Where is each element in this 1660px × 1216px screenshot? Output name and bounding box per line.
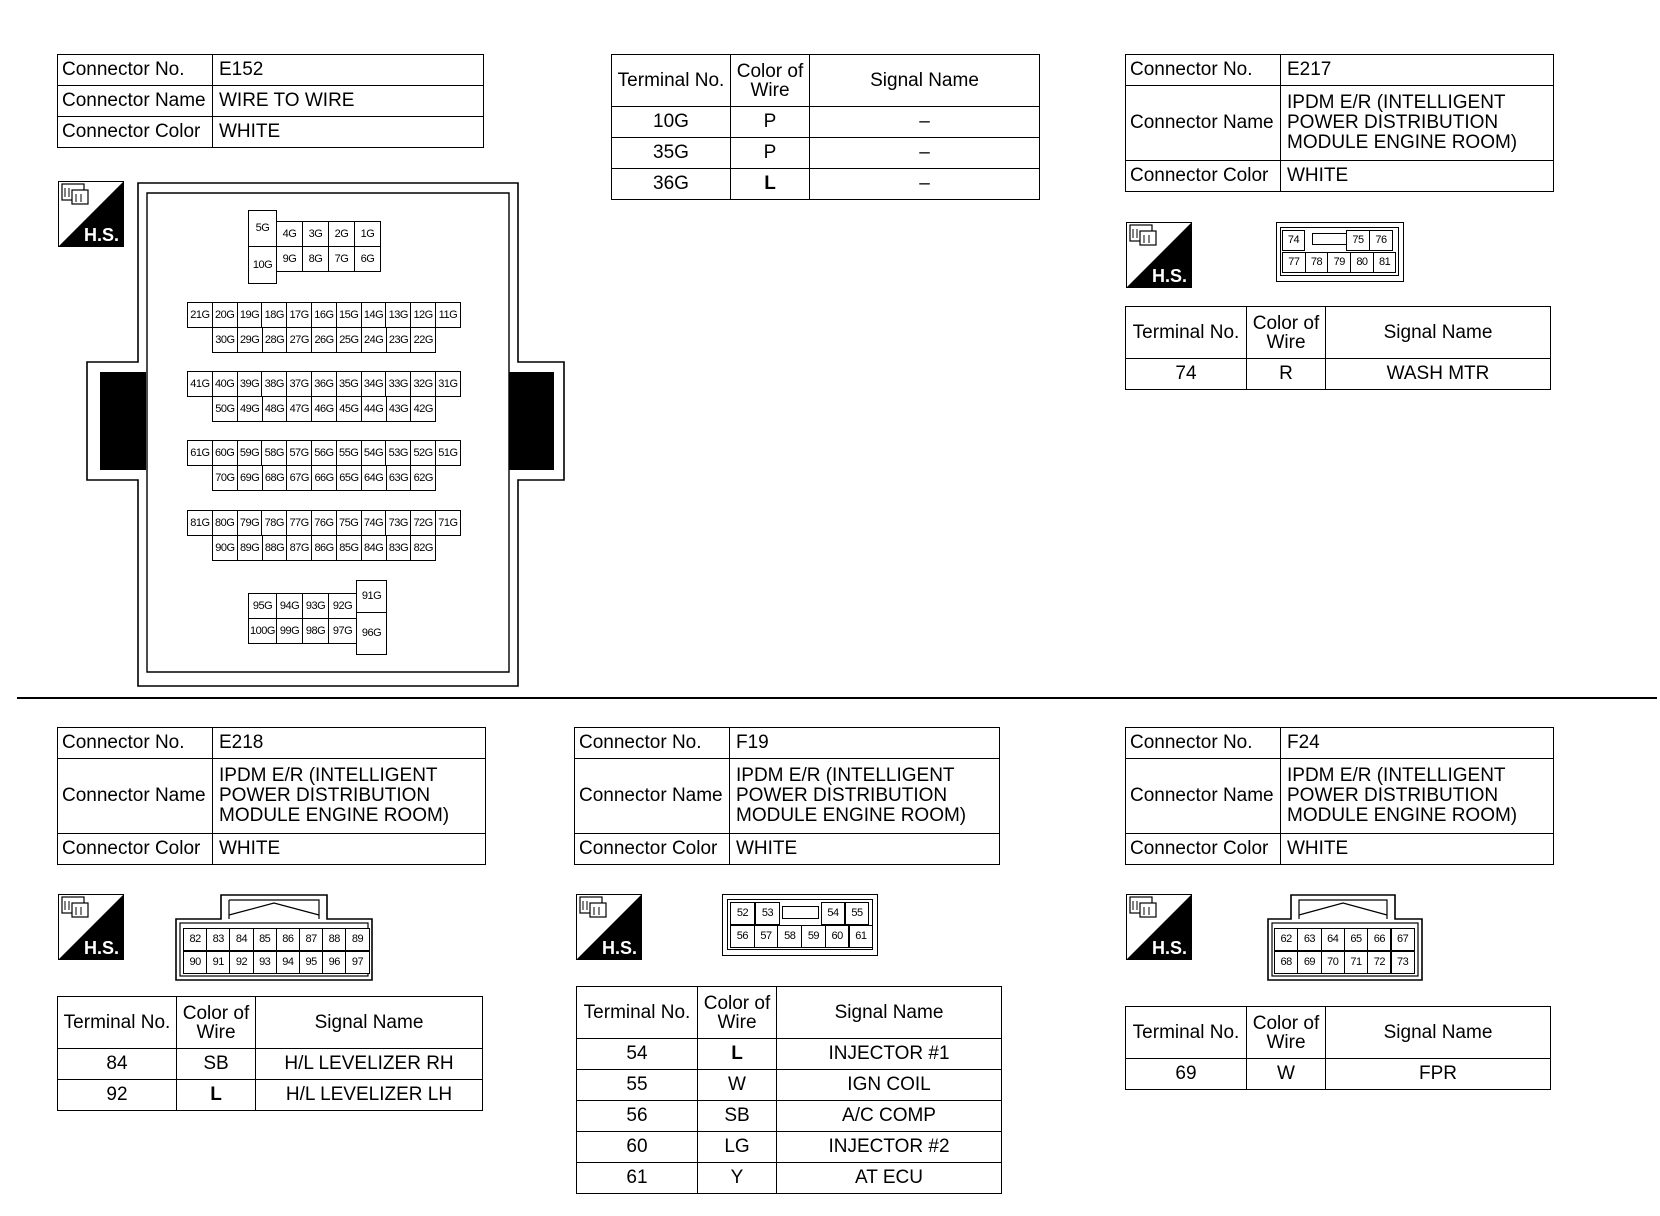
signal-name: A/C COMP (777, 1101, 1002, 1132)
pin-95: 95 (299, 951, 323, 974)
pin-53: 53 (755, 902, 780, 925)
connector-no-label: Connector No. (1126, 728, 1281, 759)
terminal-no: 69 (1126, 1059, 1247, 1090)
pin-48g: 48G (262, 396, 288, 422)
pin-40g: 40G (212, 371, 238, 397)
connector-name-label: Connector Name (1126, 86, 1281, 161)
pin-33g: 33G (385, 371, 411, 397)
pin-6g: 6G (354, 246, 381, 272)
e217-terminal-table (1125, 306, 1551, 390)
pin-30g: 30G (212, 327, 238, 353)
pin-43g: 43G (386, 396, 412, 422)
pin-14g: 14G (361, 302, 387, 328)
pin-68g: 68G (262, 465, 288, 491)
pin-60: 60 (825, 925, 850, 948)
pin-77: 77 (1282, 252, 1306, 273)
pin-18g: 18G (261, 302, 287, 328)
pin-91g: 91G (356, 580, 387, 613)
table-row (58, 1049, 483, 1080)
pin-96g: 96G (356, 612, 387, 655)
pin-1g: 1G (354, 221, 381, 247)
pin-65g: 65G (336, 465, 362, 491)
connector-no-label: Connector No. (58, 55, 213, 86)
signal-name-header: Signal Name (1326, 307, 1551, 359)
pin-12g: 12G (410, 302, 436, 328)
pin-35g: 35G (336, 371, 362, 397)
pin-53g: 53G (385, 440, 411, 466)
connector-no-value: F24 (1281, 728, 1554, 759)
pin-88g: 88G (262, 535, 288, 561)
signal-name: – (810, 138, 1040, 169)
pin-36g: 36G (311, 371, 337, 397)
connector-color-value: WHITE (213, 117, 484, 148)
pin-41g: 41G (187, 371, 213, 397)
connector-name-value: IPDM E/R (INTELLIGENT POWER DISTRIBUTION MODULE ENGINE ROOM) (213, 759, 486, 834)
pin-28g: 28G (262, 327, 288, 353)
pin-65: 65 (1344, 928, 1368, 951)
pin-80g: 80G (212, 510, 238, 536)
terminal-no: 84 (58, 1049, 177, 1080)
pin-66: 66 (1367, 928, 1391, 951)
pin-94g: 94G (276, 593, 303, 619)
hs-label: H.S. (1152, 266, 1188, 286)
connector-name-label: Connector Name (58, 86, 213, 117)
pin-62g: 62G (410, 465, 436, 491)
wire-color: SB (698, 1101, 777, 1132)
pin-86g: 86G (311, 535, 337, 561)
terminal-no: 74 (1126, 359, 1247, 390)
signal-name-header: Signal Name (1326, 1007, 1551, 1059)
pin-72: 72 (1367, 951, 1391, 974)
pin-8g: 8G (302, 246, 329, 272)
pin-2g: 2G (328, 221, 355, 247)
terminal-no: 36G (612, 169, 731, 200)
pin-57: 57 (754, 925, 779, 948)
pin-49g: 49G (237, 396, 263, 422)
pin-60g: 60G (212, 440, 238, 466)
pin-94: 94 (276, 951, 300, 974)
pin-86: 86 (276, 928, 300, 951)
signal-name-header: Signal Name (777, 987, 1002, 1039)
pin-69: 69 (1297, 951, 1321, 974)
wire-color-header: Color of Wire (731, 55, 810, 107)
pin-63: 63 (1297, 928, 1321, 951)
pin-25g: 25G (336, 327, 362, 353)
connector-name-value: IPDM E/R (INTELLIGENT POWER DISTRIBUTION MODULE ENGINE ROOM) (1281, 86, 1554, 161)
pin-11g: 11G (435, 302, 461, 328)
wire-color-header: Color of Wire (1247, 307, 1326, 359)
f24-info-table (1125, 727, 1554, 865)
pin-31g: 31G (435, 371, 461, 397)
pin-52: 52 (730, 902, 755, 925)
pin-71g: 71G (435, 510, 461, 536)
connector-name-value: IPDM E/R (INTELLIGENT POWER DISTRIBUTION MODULE ENGINE ROOM) (1281, 759, 1554, 834)
pin-92g: 92G (328, 593, 357, 619)
signal-name: WASH MTR (1326, 359, 1551, 390)
pin-99g: 99G (276, 618, 303, 644)
f19-latch (782, 906, 819, 919)
pin-82g: 82G (410, 535, 436, 561)
connector-no-label: Connector No. (58, 728, 213, 759)
pin-10g: 10G (248, 246, 277, 284)
terminal-no: 35G (612, 138, 731, 169)
connector-color-value: WHITE (730, 834, 1000, 865)
pin-26g: 26G (311, 327, 337, 353)
pin-55g: 55G (336, 440, 362, 466)
harness-side-icon (58, 894, 124, 960)
pin-21g: 21G (187, 302, 213, 328)
hs-label: H.S. (1152, 938, 1188, 958)
pin-46g: 46G (311, 396, 337, 422)
hs-label: H.S. (84, 225, 120, 245)
wire-color: L (731, 169, 810, 200)
pin-16g: 16G (311, 302, 337, 328)
pin-89g: 89G (237, 535, 263, 561)
pin-22g: 22G (410, 327, 436, 353)
terminal-no: 10G (612, 107, 731, 138)
pin-39g: 39G (237, 371, 263, 397)
pin-74g: 74G (361, 510, 387, 536)
connector-no-value: E217 (1281, 55, 1554, 86)
pin-97g: 97G (328, 618, 357, 644)
pin-70: 70 (1321, 951, 1345, 974)
pin-90g: 90G (212, 535, 238, 561)
harness-side-icon (1126, 222, 1192, 288)
connector-name-label: Connector Name (58, 759, 213, 834)
pin-50g: 50G (212, 396, 238, 422)
pin-64g: 64G (361, 465, 387, 491)
pin-100g: 100G (248, 618, 277, 644)
e218-info-table (57, 727, 486, 865)
pin-84g: 84G (361, 535, 387, 561)
connector-name-label: Connector Name (1126, 759, 1281, 834)
pin-5g: 5G (248, 210, 277, 247)
wire-color-header: Color of Wire (1247, 1007, 1326, 1059)
connector-color-label: Connector Color (1126, 834, 1281, 865)
pin-76g: 76G (311, 510, 337, 536)
pin-52g: 52G (410, 440, 436, 466)
pin-79g: 79G (237, 510, 263, 536)
connector-color-label: Connector Color (1126, 161, 1281, 192)
wire-color: P (731, 107, 810, 138)
wire-color: L (177, 1080, 256, 1111)
pin-64: 64 (1321, 928, 1345, 951)
pin-80: 80 (1350, 252, 1374, 273)
wire-color-header: Color of Wire (698, 987, 777, 1039)
connector-color-label: Connector Color (58, 117, 213, 148)
pin-17g: 17G (286, 302, 312, 328)
pin-77g: 77G (286, 510, 312, 536)
wire-color: L (698, 1039, 777, 1070)
connector-name-value: WIRE TO WIRE (213, 86, 484, 117)
terminal-no: 55 (577, 1070, 698, 1101)
pin-20g: 20G (212, 302, 238, 328)
pin-81g: 81G (187, 510, 213, 536)
signal-name-header: Signal Name (810, 55, 1040, 107)
terminal-no-header: Terminal No. (577, 987, 698, 1039)
f19-info-table (574, 727, 1000, 865)
terminal-no-header: Terminal No. (1126, 1007, 1247, 1059)
terminal-no: 92 (58, 1080, 177, 1111)
connector-no-label: Connector No. (575, 728, 730, 759)
pin-79: 79 (1327, 252, 1351, 273)
connector-name-label: Connector Name (575, 759, 730, 834)
table-row (577, 1039, 1002, 1070)
pin-9g: 9G (276, 246, 303, 272)
pin-24g: 24G (361, 327, 387, 353)
pin-59g: 59G (237, 440, 263, 466)
pin-58: 58 (777, 925, 802, 948)
harness-side-icon (576, 894, 642, 960)
terminal-no: 61 (577, 1163, 698, 1194)
pin-76: 76 (1369, 230, 1393, 251)
wire-color: Y (698, 1163, 777, 1194)
e217-info-table (1125, 54, 1554, 192)
pin-73: 73 (1391, 951, 1415, 974)
pin-88: 88 (322, 928, 346, 951)
signal-name: – (810, 169, 1040, 200)
pin-58g: 58G (261, 440, 287, 466)
terminal-no: 54 (577, 1039, 698, 1070)
pin-37g: 37G (286, 371, 312, 397)
terminal-no: 60 (577, 1132, 698, 1163)
pin-74: 74 (1282, 230, 1305, 251)
pin-3g: 3G (302, 221, 329, 247)
pin-78: 78 (1305, 252, 1329, 273)
wire-color: LG (698, 1132, 777, 1163)
connector-color-label: Connector Color (575, 834, 730, 865)
table-row (577, 1101, 1002, 1132)
pin-75: 75 (1346, 230, 1370, 251)
wire-color: SB (177, 1049, 256, 1080)
terminal-no-header: Terminal No. (612, 55, 731, 107)
table-row (577, 1163, 1002, 1194)
table-row (58, 1080, 483, 1111)
connector-no-value: E152 (213, 55, 484, 86)
e152-terminal-table (611, 54, 1040, 200)
pin-90: 90 (183, 951, 207, 974)
pin-63g: 63G (386, 465, 412, 491)
pin-55: 55 (845, 902, 869, 925)
pin-92: 92 (229, 951, 253, 974)
wire-color: R (1247, 359, 1326, 390)
e217-latch (1312, 233, 1348, 245)
pin-13g: 13G (385, 302, 411, 328)
pin-23g: 23G (386, 327, 412, 353)
connector-no-value: F19 (730, 728, 1000, 759)
pin-82: 82 (183, 928, 207, 951)
pin-45g: 45G (336, 396, 362, 422)
pin-67g: 67G (286, 465, 312, 491)
pin-75g: 75G (336, 510, 362, 536)
pin-57g: 57G (286, 440, 312, 466)
pin-98g: 98G (302, 618, 329, 644)
pin-4g: 4G (276, 221, 303, 247)
signal-name: FPR (1326, 1059, 1551, 1090)
signal-name: H/L LEVELIZER LH (256, 1080, 483, 1111)
connector-color-label: Connector Color (58, 834, 213, 865)
pin-96: 96 (322, 951, 346, 974)
table-row (1126, 1059, 1551, 1090)
f19-terminal-table (576, 986, 1002, 1194)
pin-54: 54 (821, 902, 845, 925)
pin-95g: 95G (248, 593, 277, 619)
table-row (612, 169, 1040, 200)
pin-27g: 27G (286, 327, 312, 353)
pin-61g: 61G (187, 440, 213, 466)
e152-info-table (57, 54, 484, 148)
pin-73g: 73G (385, 510, 411, 536)
terminal-no-header: Terminal No. (58, 997, 177, 1049)
pin-29g: 29G (237, 327, 263, 353)
pin-44g: 44G (361, 396, 387, 422)
pin-32g: 32G (410, 371, 436, 397)
pin-15g: 15G (336, 302, 362, 328)
signal-name: INJECTOR #2 (777, 1132, 1002, 1163)
signal-name: IGN COIL (777, 1070, 1002, 1101)
signal-name: H/L LEVELIZER RH (256, 1049, 483, 1080)
pin-97: 97 (345, 951, 369, 974)
pin-81: 81 (1373, 252, 1397, 273)
signal-name-header: Signal Name (256, 997, 483, 1049)
terminal-no: 56 (577, 1101, 698, 1132)
connector-name-value: IPDM E/R (INTELLIGENT POWER DISTRIBUTION MODULE ENGINE ROOM) (730, 759, 1000, 834)
pin-67: 67 (1391, 928, 1415, 951)
pin-72g: 72G (410, 510, 436, 536)
pin-56: 56 (730, 925, 755, 948)
pin-51g: 51G (435, 440, 461, 466)
table-row (577, 1070, 1002, 1101)
terminal-no-header: Terminal No. (1126, 307, 1247, 359)
connector-color-value: WHITE (213, 834, 486, 865)
pin-87: 87 (299, 928, 323, 951)
pin-70g: 70G (212, 465, 238, 491)
pin-93: 93 (253, 951, 277, 974)
wire-color: W (698, 1070, 777, 1101)
wire-color: W (1247, 1059, 1326, 1090)
pin-62: 62 (1274, 928, 1298, 951)
pin-19g: 19G (237, 302, 263, 328)
pin-83: 83 (206, 928, 230, 951)
table-row (612, 107, 1040, 138)
signal-name: – (810, 107, 1040, 138)
pin-54g: 54G (361, 440, 387, 466)
table-row (612, 138, 1040, 169)
pin-7g: 7G (328, 246, 355, 272)
pin-85g: 85G (336, 535, 362, 561)
hs-label: H.S. (602, 938, 638, 958)
connector-color-value: WHITE (1281, 161, 1554, 192)
f24-terminal-table (1125, 1006, 1551, 1090)
pin-42g: 42G (410, 396, 436, 422)
pin-47g: 47G (286, 396, 312, 422)
connector-no-value: E218 (213, 728, 486, 759)
pin-61: 61 (849, 925, 874, 948)
signal-name: AT ECU (777, 1163, 1002, 1194)
pin-56g: 56G (311, 440, 337, 466)
pin-68: 68 (1274, 951, 1298, 974)
connector-color-value: WHITE (1281, 834, 1554, 865)
table-row (1126, 359, 1551, 390)
pin-69g: 69G (237, 465, 263, 491)
pin-93g: 93G (302, 593, 329, 619)
pin-84: 84 (229, 928, 253, 951)
hs-label: H.S. (84, 938, 120, 958)
pin-38g: 38G (261, 371, 287, 397)
pin-85: 85 (253, 928, 277, 951)
pin-34g: 34G (361, 371, 387, 397)
pin-89: 89 (345, 928, 369, 951)
harness-side-icon (1126, 894, 1192, 960)
e218-terminal-table (57, 996, 483, 1111)
section-divider (17, 697, 1657, 699)
pin-87g: 87G (286, 535, 312, 561)
wire-color: P (731, 138, 810, 169)
table-row (577, 1132, 1002, 1163)
wire-color-header: Color of Wire (177, 997, 256, 1049)
pin-83g: 83G (386, 535, 412, 561)
pin-78g: 78G (261, 510, 287, 536)
pin-91: 91 (206, 951, 230, 974)
connector-no-label: Connector No. (1126, 55, 1281, 86)
signal-name: INJECTOR #1 (777, 1039, 1002, 1070)
pin-66g: 66G (311, 465, 337, 491)
pin-71: 71 (1344, 951, 1368, 974)
pin-59: 59 (801, 925, 826, 948)
